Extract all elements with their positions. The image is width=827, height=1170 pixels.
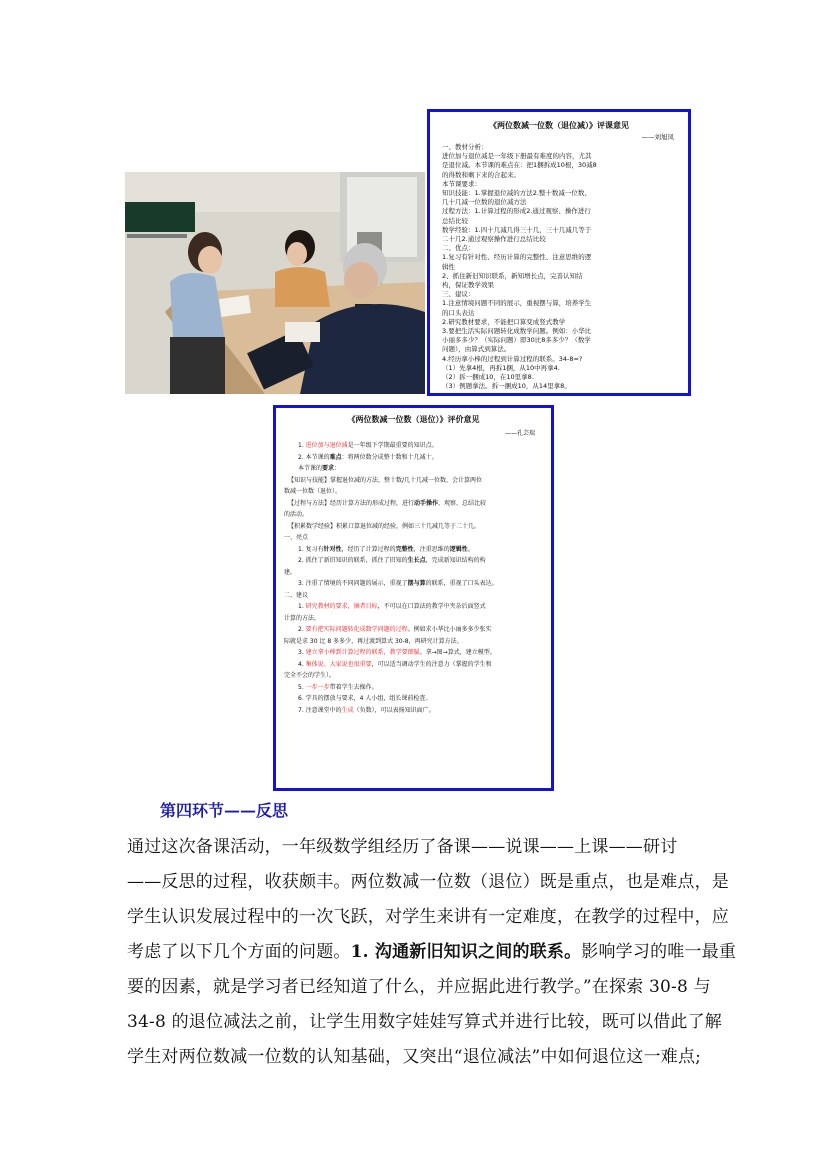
doc2-line [276, 486, 551, 498]
doc2-line [276, 463, 551, 475]
doc2-line-segment: ： [334, 465, 341, 472]
doc2-line-segment: 针对性 [323, 545, 342, 553]
doc2-line [276, 452, 551, 464]
paragraph-segment: 学生认识发展过程中的一次飞跃，对学生来讲有一定难度，在教学的过程中，应 [127, 907, 729, 927]
doc1-line: 辑性 [442, 262, 455, 271]
doc2-line-segment: 。拿→图→算式，建立模型。 [419, 649, 496, 656]
doc2-line [276, 705, 551, 717]
doc2-line-segment: 二、建议 [284, 591, 309, 599]
doc2-line-segment: 建。 [284, 568, 297, 576]
evaluation-document-2 [273, 405, 554, 791]
doc1-body [430, 143, 688, 391]
paragraph-segment: 学生对两位数减一位数的认知基础，又突出“退位减法”中如何退位这一难点; [127, 1047, 702, 1067]
doc2-line-segment: 的活动。 [284, 511, 309, 518]
paragraph-line [127, 900, 729, 935]
doc2-line-segment: 【积累数学经验】积累口算退位减的经验，例如三十几减几等于二十几。 [288, 522, 481, 530]
doc2-line-segment: 、观察、总结比较 [438, 499, 487, 507]
reflection-paragraph [127, 830, 737, 1075]
doc2-line-segment: 1. [298, 603, 306, 610]
doc1-line: 数学经验：1.四十几减几得三十几，三十几减几等于 [442, 225, 592, 234]
doc2-line [276, 647, 551, 659]
doc2-line-segment: 【过程与方法】经历计算方法的形成过程，进行 [288, 499, 415, 507]
doc2-line-segment: 带着学生去操作。 [329, 683, 378, 691]
doc2-line-segment: 一步一步 [305, 683, 330, 691]
doc2-line [276, 693, 551, 705]
doc2-line-segment: ，完成新知识结构的构 [425, 557, 486, 564]
doc2-line [276, 509, 551, 521]
doc1-line: 2.研究教材要求，不能把口算变成竖式教学 [442, 317, 566, 326]
doc1-line: 三、建议： [442, 290, 475, 299]
meeting-photo [125, 172, 425, 394]
doc1-line: 是退位减。本节课的难点在：把1捆拆成10根，30减8 [442, 161, 597, 170]
doc2-line-segment: 7. 注意课堂中的 [298, 706, 342, 714]
doc2-line [276, 555, 551, 567]
doc2-line-segment: ，注重思维的 [413, 545, 450, 553]
doc2-line-segment: 本节课的 [298, 465, 323, 472]
doc1-line: 一、教材分析： [442, 143, 488, 151]
doc2-line-segment: 3. [298, 649, 306, 656]
paragraph-segment: 考虑了以下几个方面的问题。 [127, 942, 351, 962]
doc2-line [276, 578, 551, 590]
doc2-author: ——孔芸瑞 [504, 430, 535, 437]
paragraph-segment: 影响学习的唯一最重 [581, 942, 737, 962]
doc2-line [276, 498, 551, 510]
doc2-line [276, 659, 551, 671]
doc1-line: 总结比较 [442, 216, 468, 225]
doc2-line [276, 521, 551, 533]
doc1-line: 过程方法：1.计算过程的形成2.通过观察、操作进行 [442, 207, 591, 216]
doc2-line [276, 440, 551, 452]
doc2-line-segment: 际就是求 30 比 8 多多少，再过渡到算式 30-8，再研究计算方法。 [284, 637, 463, 645]
doc2-line-segment: 完整性 [395, 545, 414, 553]
doc2-line [276, 544, 551, 556]
doc2-line-segment: 5. [298, 683, 306, 691]
doc2-line-segment: 研究教材的要求，摘者目标 [305, 603, 378, 610]
paragraph-line [127, 1040, 703, 1075]
doc1-line: 知识技能：1.掌握退位减的方法2.整十数减一位数、 [442, 189, 591, 198]
doc1-line: 1.复习有针对性、经历计算的完整性、注意思维的逻 [442, 253, 592, 262]
doc2-line-segment: 进位加与退位减 [305, 442, 348, 449]
doc2-line [276, 682, 551, 694]
doc2-line [276, 475, 551, 487]
doc1-line: 的口头表达 [442, 308, 475, 317]
doc2-line-segment: （负数），可以表扬知识面广。 [353, 706, 435, 714]
doc2-line-segment: 摆与算 [407, 580, 426, 587]
doc2-line-segment: 数减一位数（退位）。 [284, 488, 342, 495]
doc2-line-segment: 。例如求小华比小丽多多少张实 [407, 626, 492, 633]
doc2-line [276, 590, 551, 602]
doc2-line-segment: 2. 抓住了新旧知识的联系，抓住了旧知的 [298, 557, 408, 564]
paragraph-segment: ——反思的过程，收获颇丰。两位数减一位数（退位）既是重点，也是难点，是 [127, 872, 729, 892]
doc2-line-segment: 生成 [341, 706, 354, 714]
doc2-line-segment: ，不可以在口算法的教学中夹杂后面竖式 [377, 603, 486, 610]
paragraph-line [127, 865, 729, 900]
doc2-line-segment: 的联系，重视了口头表达。 [425, 580, 498, 587]
doc2-line-segment: 4. [298, 660, 306, 668]
doc2-line-segment: 2. [298, 626, 306, 633]
doc1-line: 小丽多多少？（实际问题）即30比8多多少？（数学 [442, 336, 591, 345]
doc2-line [276, 670, 551, 682]
doc1-line: 问题），由算式到算法。 [442, 345, 511, 354]
doc1-line: 1.注意情境问题不同的展示，重视摆与算，培养学生 [442, 299, 592, 308]
doc2-line-segment: 1. [298, 442, 306, 449]
doc2-line [276, 624, 551, 636]
doc1-line: 进位加与退位减是一年级下册最有难度的内容，尤其 [442, 152, 592, 161]
doc2-line-segment: 。 [467, 545, 474, 553]
doc2-line-segment: 动手操作 [414, 499, 439, 507]
doc1-title: 《两位数减一位数（退位减）》评课意见 [489, 121, 629, 130]
doc1-line: 本节课要求： [442, 179, 481, 188]
evaluation-document-1 [427, 109, 691, 396]
doc2-line-segment: 【知识与技能】掌握退位减的方法，整十数/几十几减一位数，会计算两位 [288, 476, 483, 484]
doc2-line [276, 601, 551, 613]
doc2-line-segment: 要求 [322, 465, 335, 472]
doc1-line: 2、抓住新旧知识联系，新知增长点，完善认知结 [442, 271, 583, 280]
doc2-line-segment: 3. 注重了情境的不同问题的展示，重视了 [298, 580, 408, 587]
paragraph-segment: 34-8 的退位减法之前，让学生用数字娃娃写算式并进行比较，既可以借此了解 [127, 1012, 722, 1032]
doc1-line: （1）先拿4根，再拆1捆，从10中再拿4. [442, 363, 560, 372]
doc2-line-segment: 计算的方法。 [284, 614, 321, 622]
doc2-title: 《两位数减一位数（退位）》评价意见 [347, 415, 480, 424]
doc1-line: 二、优点： [442, 244, 475, 253]
doc2-line-segment: 要有把实际问题转化成数学问题的过程 [305, 626, 408, 633]
section-heading: 第四环节——反思 [160, 801, 289, 820]
doc2-line-segment: 集体说、大家说也很重要 [305, 660, 372, 668]
doc1-line: 4.经历拿小棒的过程到计算过程的联系。34-8=? [442, 354, 583, 363]
doc1-line: 构，保证教学效果 [442, 281, 494, 290]
paragraph-line [127, 1005, 722, 1040]
doc2-line-segment: ，可以适当调动学生的注意力（掌握的学生和 [371, 660, 492, 668]
doc2-body [276, 440, 551, 716]
doc2-line-segment: ，经历了计算过程的 [341, 545, 396, 553]
paragraph-segment: 通过这次备课活动，一年级数学组经历了备课——说课——上课——研讨 [127, 837, 678, 857]
doc2-line-segment: 建立拿小棒到计算过程的联系，教学要细腻 [305, 649, 420, 656]
doc2-line [276, 636, 551, 648]
doc2-line [276, 613, 551, 625]
doc1-line: 的得数和剩下来的合起来。 [442, 170, 520, 179]
doc2-line-segment: 是一年级下学期最重要的知识点。 [347, 442, 438, 449]
paragraph-line [127, 830, 703, 865]
paragraph-segment: 1. 沟通新旧知识之间的联系。 [350, 942, 582, 962]
doc2-line-segment: 生长点 [407, 557, 426, 564]
doc1-author: ——刘旭凤 [641, 133, 674, 141]
paragraph-line [127, 970, 711, 1005]
doc2-line-segment: 6. 学具的摆放与要求，4 人小组，组长课前检查。 [298, 695, 432, 702]
doc1-line: 3.要把生活实际问题转化成数学问题。例如：小华比 [442, 327, 592, 336]
paragraph-line [127, 935, 737, 970]
doc2-line [276, 532, 551, 544]
doc2-line-segment: 难点 [329, 453, 342, 461]
doc2-line-segment: 2. 本节课的 [298, 453, 330, 461]
doc2-line [276, 567, 551, 579]
doc1-line: （2）拆一捆成10，在10里拿8. [442, 373, 534, 382]
doc1-line: 几十几减一位数的退位减方法 [442, 198, 527, 207]
paragraph-segment: 要的因素，就是学习者已经知道了什么，并应据此进行教学。”在探索 30-8 与 [127, 977, 711, 997]
doc2-line-segment: 逻辑性 [449, 545, 468, 553]
doc2-line-segment: 一、亮点 [284, 534, 309, 541]
doc2-line-segment: ：将两位数分成整十数和十几减十。 [341, 453, 438, 461]
doc1-line: （3）例题拿法。拆一捆成10，从14里拿8。 [442, 382, 571, 391]
doc2-line-segment: 1. 复习有 [298, 545, 324, 553]
doc1-line: 二十几2.通过观察操作进行总结比较 [442, 235, 546, 244]
doc2-line-segment: 完全不会的学生）。 [284, 672, 336, 679]
